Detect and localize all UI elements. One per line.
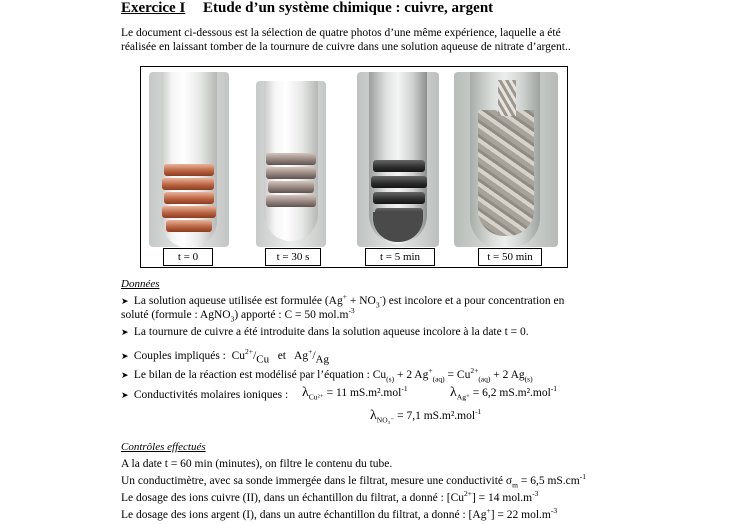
controle-line-2a: Un conductimètre, avec sa sonde immergée dans le filtrat, mesure une conductivité σ <box>121 475 513 487</box>
intro-line-2: réalisée en laissant tomber de la tournure de cuivre dans une solution aqueuse de nitrate d’argent.. <box>121 41 571 53</box>
couple-ag-ox: Ag <box>294 350 309 362</box>
solution-text-e: ) apporté : C = 50 mol.m <box>234 309 349 321</box>
solution-text-a: La solution aqueuse utilisée est formulée (Ag <box>133 295 343 307</box>
lambda-symbol: λ <box>450 385 457 400</box>
lambda-cu-value: = 11 mS.m².mol <box>326 387 402 399</box>
donnees-heading: Données <box>121 278 160 290</box>
exercise-number: Exercice I <box>121 0 186 16</box>
time-label-t50min: t = 50 min <box>478 248 542 266</box>
lambda-ag-value: = 6,2 mS.m².mol <box>472 387 551 399</box>
lambda-symbol: λ <box>370 408 377 423</box>
solution-text-d: soluté (formule : AgNO <box>121 309 231 321</box>
couples-et: et <box>277 350 287 362</box>
photo-t5min <box>357 72 439 247</box>
photo-t30s <box>256 81 326 247</box>
eq-ag-plus: + 2 Ag <box>394 369 429 381</box>
controle-line-2: Un conductimètre, avec sa sonde immergée dans le filtrat, mesure une conductivité $\sigma_m = 6,5$ $mS.cm^{-1}$ <box>121 472 586 490</box>
eq-cu2: = Cu <box>444 369 471 381</box>
conductivites-label: Conductivités molaires ioniques : <box>133 389 289 401</box>
photo-t50min <box>454 72 558 247</box>
bilan-label: Le bilan de la réaction est modélisé par l’équation : <box>133 369 373 381</box>
controle-line-4b: ] = 22 mol.m <box>490 509 551 521</box>
exercise-title <box>121 0 493 17</box>
couple-cu-ox: Cu <box>231 350 246 362</box>
time-label-t0: t = 0 <box>163 248 213 266</box>
lambda-ag: $\lambda_{Ag^+} = 6,2$ mS.m².mol$^{-1}$ <box>450 384 558 402</box>
controle-line-2b: = 6,5 mS.cm <box>517 475 580 487</box>
couples-label: Couples impliqués : <box>133 350 226 362</box>
bullet-bilan: ➤ Le bilan de la réaction est modélisé par l’équation : $Cu_{(s)} + 2$ $Ag^+_{(aq)} = Cu^{2+}_{(aq)} + 2$ $Ag_{(s)}$ <box>121 366 533 384</box>
bullet-solution-line-2: soluté (formule : AgNO$_3$) apporté : C = 50 $mol.m^{-3}$ <box>121 306 355 324</box>
controle-line-4: Le dosage des ions argent (I), dans un autre échantillon du filtrat, a donné : [Ag+] = 22 $mol.m^{-3}$ <box>121 506 558 521</box>
couple-cu-red: Cu <box>256 353 270 366</box>
cuivre-text: La tournure de cuivre a été introduite dans la solution aqueuse incolore à la date t = 0. <box>133 326 529 338</box>
photo-strip <box>140 66 568 268</box>
exercise-heading: Etude d’un système chimique : cuivre, argent <box>203 0 494 16</box>
time-label-t5min: t = 5 min <box>365 248 435 266</box>
arrow-bullet-icon: ➤ <box>121 296 129 306</box>
time-label-t30s: t = 30 s <box>265 248 321 266</box>
controles-heading: Contrôles effectués <box>121 441 206 453</box>
couple-ag-red: Ag <box>315 353 329 366</box>
photo-t0 <box>149 72 229 247</box>
bullet-conductivites <box>121 388 288 402</box>
solution-text-b: + NO <box>346 295 376 307</box>
controle-line-4a: Le dosage des ions argent (I), dans un autre échantillon du filtrat, a donné : [Ag <box>121 509 487 521</box>
lambda-no3-value: = 7,1 mS.m².mol <box>397 410 476 422</box>
controle-line-1: A la date t = 60 min (minutes), on filtre le contenu du tube. <box>121 458 393 470</box>
bullet-cuivre <box>121 325 529 339</box>
controle-line-3a: Le dosage des ions cuivre (II), dans un échantillon du filtrat, a donné : [Cu <box>121 492 464 504</box>
lambda-cu: $\lambda_{Cu^{2+}} = 11$ mS.m².mol$^{-1}$ <box>302 384 408 402</box>
eq-ag: + 2 Ag <box>490 369 525 381</box>
arrow-bullet-icon: ➤ <box>121 370 129 380</box>
intro-line-1: Le document ci-dessous est la sélection de quatre photos d’une même expérience, laquelle a été <box>121 27 561 39</box>
eq-cu: Cu <box>372 369 387 381</box>
bullet-couples: ➤ Couples impliqués : $Cu^{2+}/_{Cu}$ et $Ag^+/_{Ag}$ <box>121 347 329 366</box>
lambda-no3: $\lambda_{NO_3^-} = 7,1$ mS.m².mol$^{-1}$ <box>370 407 482 425</box>
arrow-bullet-icon: ➤ <box>121 327 129 337</box>
bullet-solution-line-1: ➤ La solution aqueuse utilisée est formulée $(Ag^+ + NO_3^-)$ est incolore et a pour concentration en <box>121 292 565 310</box>
solution-text-c: ) est incolore et a pour concentration en <box>382 295 565 307</box>
arrow-bullet-icon: ➤ <box>121 390 129 400</box>
lambda-symbol: λ <box>302 385 309 400</box>
controle-line-3b: ] = 14 mol.m <box>471 492 533 504</box>
arrow-bullet-icon: ➤ <box>121 351 129 361</box>
controle-line-3: Le dosage des ions cuivre (II), dans un échantillon du filtrat, a donné : $[Cu^{2+}] = 14$ $mol.m^{-3}$ <box>121 489 539 504</box>
